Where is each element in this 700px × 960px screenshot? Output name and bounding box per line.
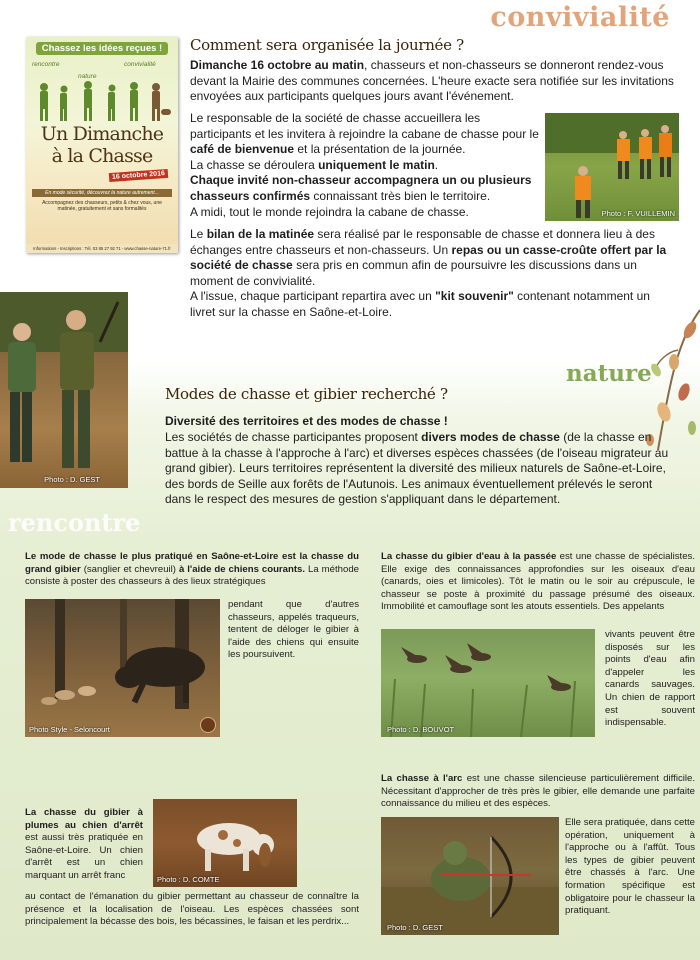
ducks-illustration <box>381 629 595 737</box>
hunters-illustration <box>545 113 679 221</box>
block2-text2: (de la chasse en battue à la chasse à l'approche à l'arc) et diverses espèces chassées (de l'oiseau migrateur au grand gibier). Leurs territoires représentent la diversité des milieux naturels de Saône-et-Loire, des bords de Seille aux forêts de l'Autunois. Les animaux éventuellement prélevés le seront dans le respect des mesures de gestion s'appliquant dans le département. <box>165 430 669 507</box>
para5-text: A midi, tout le monde rejoindra la cabane de chasse. <box>190 204 469 219</box>
big-game-text <box>25 551 359 589</box>
bilan-highlight: bilan de la matinée <box>206 227 315 241</box>
para3-text: La chasse se déroulera <box>190 157 319 172</box>
poster-date: 16 octobre 2016 <box>109 169 168 182</box>
para6-text3: sera pris en commun afin de poursuivre les discussions dans un moment de convivialité. <box>190 258 637 288</box>
waterfowl-wrap-text: vivants peuvent être disposés sur les points d'eau afin d'appeler les canards sauvages. Un chien de rapport est souvent indispensable. <box>605 629 695 729</box>
wild-boar-photo <box>25 599 220 737</box>
para2-text2: et la présentation de la journée. <box>294 142 466 157</box>
para7-text2: contenant notamment un livret sur la chasse en Saône-et-Loire. <box>190 289 650 319</box>
couple-illustration <box>0 292 128 488</box>
para4-text: connaissant très bien le territoire. <box>310 188 491 203</box>
para2-text1: Le responsable de la société de chasse accueillera les participants et les invitera à rejoindre la cabane de chasse pour le <box>190 111 539 141</box>
para6-text2: sera réalisé par le responsable de chasse et donnera lieu à des échanges entre chasseurs et non-chasseurs. Un <box>190 227 655 257</box>
block1-para1 <box>190 58 675 105</box>
poster-subline2: Accompagnez des chasseurs, petits & chez vous, une matinée, gratuitement et sans formalités <box>42 200 162 212</box>
block1-para3 <box>190 227 675 321</box>
poster-info: Informations - Inscriptions : Tél. 03 85 27 92 71 - www.chasse-nature-71.fr <box>26 244 178 253</box>
pointing-dog-text-2: au contact de l'émanation du gibier permettant au chasseur de connaître la présence et la localisation de l'oiseau. Les espèces chassées sont principalement la bécasse des bois, les bécassines, le faisan et les perdrix... <box>25 891 359 928</box>
bow-hunter-photo <box>381 817 559 935</box>
waterfowl-highlight: La chasse du gibier d'eau à la passée <box>381 551 557 562</box>
poster-title-line2: à la Chasse <box>51 145 153 167</box>
para6-text1: Le <box>190 227 207 241</box>
poster-tag-rencontre: rencontre <box>32 61 60 68</box>
poster-silhouettes-illustration <box>30 79 174 123</box>
para1-text: , chasseurs et non-chasseurs se donneront rendez-vous devant la Mairie des communes concernées. L'heure exacte sera notifiée sur les invitations envoyées aux participants quelques jours avant l'événement. <box>190 58 674 104</box>
waterfowl-text <box>381 551 695 614</box>
poster-slogan: Chassez les idées reçues ! <box>36 42 168 55</box>
morning-only-highlight: uniquement le matin <box>318 157 435 172</box>
date-highlight: Dimanche 16 octobre au matin <box>190 58 365 72</box>
photo-credit-comte: Photo : D. COMTE <box>157 875 220 884</box>
photo-credit-gest-2: Photo : D. GEST <box>387 923 443 932</box>
pointing-dog-text <box>25 807 143 883</box>
archer-illustration <box>381 817 559 935</box>
photo-credit-style: Photo Style - Seloncourt <box>29 725 110 734</box>
event-poster <box>26 37 178 253</box>
souvenir-kit-highlight: "kit souvenir" <box>435 289 514 304</box>
photo-credit-bouvot: Photo : D. BOUVOT <box>387 725 455 734</box>
block2-para <box>165 430 680 508</box>
bow-hunting-wrap-text: Elle sera pratiquée, dans cette opération, uniquement à l'approche ou à l'affût. Tous les types de gibier peuvent être chassés à l'arc. Une formation spécifique est obligatoire pour le chasseur la pratiquant. <box>565 817 695 917</box>
bow-hunting-text-top <box>381 773 695 811</box>
photo-credit-gest-1: Photo : D. GEST <box>44 475 100 484</box>
big-game-text1: (sanglier et chevreuil) <box>80 563 179 575</box>
poster-tag-nature: nature <box>78 73 97 80</box>
poster-title-line1: Un Dimanche <box>40 123 164 145</box>
flying-ducks-photo <box>381 629 595 737</box>
poster-subline1: En mode sécurité, découvrez la nature autrement... <box>32 189 172 197</box>
block1-title: Comment sera organisée la journée ? <box>190 36 464 54</box>
section-word-nature: nature <box>566 360 652 387</box>
big-game-text2: La méthode consiste à poster des chasseurs à des lieux stratégiques <box>25 563 359 588</box>
walking-couple-photo <box>0 292 128 488</box>
hunting-modes-highlight: divers modes de chasse <box>421 430 560 444</box>
pointing-dog-text1: est aussi très pratiquée en Saône-et-Loire. Un chien d'arrêt est un chien marquant un arrêt franc <box>25 832 143 881</box>
feather-game-highlight: La chasse du gibier à plumes au chien d'arrêt <box>25 807 143 831</box>
block2-text1: Les sociétés de chasse participantes proposent <box>165 430 422 444</box>
block2-title: Modes de chasse et gibier recherché ? <box>165 385 448 403</box>
para3-end: . <box>434 157 439 172</box>
big-game-wrap-text: pendant que d'autres chasseurs, appelés traqueurs, tentent de déloger le gibier à l'aide des chiens qui ensuite les poursuivent. <box>228 599 359 661</box>
boar-illustration <box>25 599 220 737</box>
section-word-convivialite: convivialité <box>490 2 670 33</box>
pointing-dog-photo <box>153 799 297 887</box>
waterfowl-text1: est une chasse de spécialistes. Elle exige des connaissances approfondies sur les oiseaux d'eau (canards, oies et limicoles). Tôt le matin ou le soir au crépuscule, le chasseur se poste à proximité du passage présumé des oiseaux. Immobilité et camouflage sont les atouts essentiels. Des appelants <box>381 551 695 613</box>
hounds-highlight: à l'aide de chiens courants. <box>178 563 306 575</box>
guest-highlight: Chaque invité non-chasseur accompagnera un ou plusieurs chasseurs confirmés <box>190 173 532 203</box>
dog-illustration <box>153 799 297 887</box>
block2-subtitle: Diversité des territoires et des modes de chasse ! <box>165 414 448 428</box>
bow-hunting-text1: est une chasse silencieuse particulièrement difficile. Nécessitant d'approcher de très près le gibier, elle demande une parfaite connaissance du milieu et des espèces. <box>381 773 696 810</box>
bow-hunting-highlight: La chasse à l'arc <box>381 773 463 784</box>
welcome-coffee-highlight: café de bienvenue <box>190 142 295 157</box>
meal-highlight: repas ou un casse-croûte offert par la société de chasse <box>190 242 667 273</box>
big-game-highlight: Le mode de chasse le plus pratiqué en Saône-et-Loire est la chasse du grand gibier <box>25 551 359 575</box>
para7-text1: A l'issue, chaque participant repartira avec un <box>190 289 436 304</box>
poster-tag-convivialite: convivialité <box>124 61 156 68</box>
hunters-group-photo <box>545 113 679 221</box>
block1-para2 <box>190 111 540 220</box>
section-word-rencontre: rencontre <box>8 508 141 537</box>
photo-credit-vuillemin: Photo : F. VUILLEMIN <box>601 209 675 218</box>
photographer-logo-icon <box>200 717 216 733</box>
